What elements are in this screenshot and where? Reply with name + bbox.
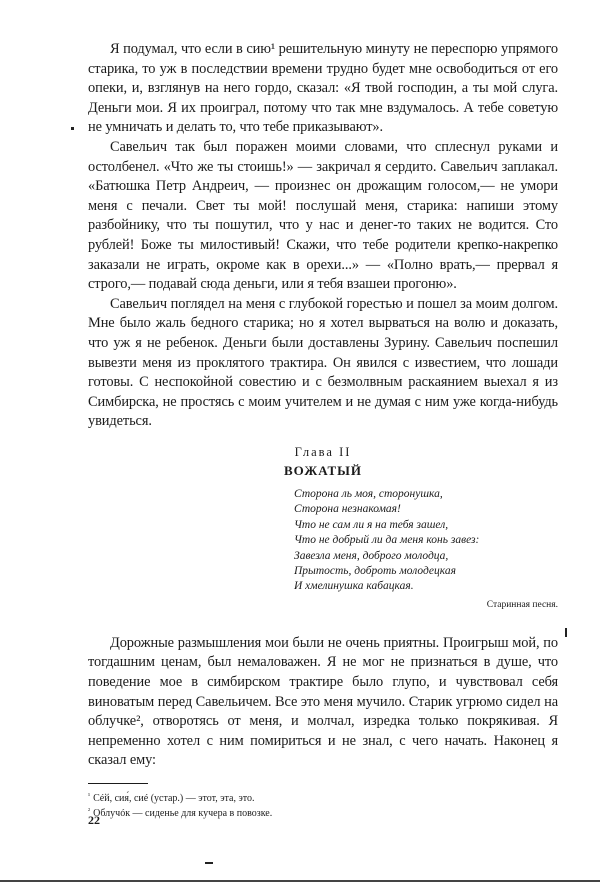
page-body bbox=[88, 40, 558, 820]
epigraph bbox=[294, 487, 558, 612]
footnote-mark: ¹ bbox=[88, 791, 91, 800]
paragraph: Я подумал, что если в сию¹ решительную минуту не переспорю упрямого старика, то уж в последствии времени трудно будет мне освободиться от его опеки, и, взглянув на него гордо, сказал: «Я твой господин, а ты мой слуга. Деньги мои. Я их проиграл, потому что так мне вздумалось. А тебе советую не умничать и делать то, что тебе приказывают». bbox=[88, 41, 558, 136]
footnote bbox=[88, 790, 558, 805]
footnotes bbox=[88, 790, 558, 820]
epigraph-line: Завезла меня, доброго молодца, bbox=[294, 549, 449, 562]
epigraph-line: Сторона ль моя, сторонушка, bbox=[294, 487, 443, 500]
page-number: 22 bbox=[88, 813, 100, 827]
footnote bbox=[88, 805, 558, 820]
paragraph: Савельич поглядел на меня с глубокой горестью и пошел за моим долгом. Мне было жаль бедного старика; но я хотел вырваться на волю и доказать, что уж я не ребенок. Деньги были доставлены Зурину. Савельич поспешил вывезти меня из проклятого трактира. Он явился с известием, что лошади готовы. С неспокойной совестию и с безмолвным раскаянием выехал я из Симбирска, не простясь с моим учителем и не думая с ним уже когда-нибудь увидеться. bbox=[88, 295, 558, 430]
footnote-text: Сéй, сия́, сиé (устар.) — этот, эта, это. bbox=[93, 792, 255, 804]
epigraph-line: Прытость, доброть молодецкая bbox=[294, 564, 456, 577]
section-spacer bbox=[88, 612, 558, 634]
chapter-number: Глава II bbox=[294, 444, 352, 459]
chapter-title: ВОЖАТЫЙ bbox=[283, 462, 363, 478]
paragraph: Савельич так был поражен моими словами, что сплеснул руками и остолбенел. «Что же ты стоишь!» — закричал я сердито. Савельич заплакал. «Батюшка Петр Андреич, — произнес он дрожащим голосом,— не умори меня с печали. Свет ты мой! послушай меня, старика: напиши этому разбойнику, что ты пошутил, что у нас и денег-то таких не водится. Сто рублей! Боже ты милостивый! Скажи, что тебе родители крепко-накрепко заказали не играть, окроме как в орехи...» — «Полно врать,— прервал я строго,— подавай сюда деньги, или я тебя взашеи прогоню». bbox=[88, 138, 558, 293]
epigraph-source: Старинная песня. bbox=[486, 599, 558, 610]
scan-speck bbox=[565, 628, 567, 637]
chapter-heading bbox=[88, 444, 558, 479]
scan-speck bbox=[71, 127, 74, 130]
epigraph-line: Что не сам ли я на тебя зашел, bbox=[294, 518, 449, 531]
footnote-divider bbox=[88, 783, 148, 784]
footnote-mark: ² bbox=[88, 806, 91, 815]
epigraph-line: И хмелинушка кабацкая. bbox=[294, 580, 414, 593]
footnote-text: Облучóк — сиденье для кучера в повозке. bbox=[93, 807, 273, 819]
paragraph: Дорожные размышления мои были не очень приятны. Проигрыш мой, по тогдашним ценам, был немаловажен. Я не мог не признаться в душе, что поведение мое в симбирском трактире было глупо, и чувствовал себя виноватым перед Савельичем. Все это меня мучило. Старик угрюмо сидел на облучке², отворотясь от меня, и молчал, изредка только покрякивая. Я непременно хотел с ним помириться и не знал, с чего начать. Наконец я сказал ему: bbox=[88, 634, 558, 769]
scan-edge-line bbox=[0, 880, 600, 882]
epigraph-line: Что не добрый ли да меня конь завез: bbox=[294, 534, 480, 547]
scan-speck bbox=[205, 862, 213, 864]
epigraph-line: Сторона незнакомая! bbox=[294, 503, 401, 516]
